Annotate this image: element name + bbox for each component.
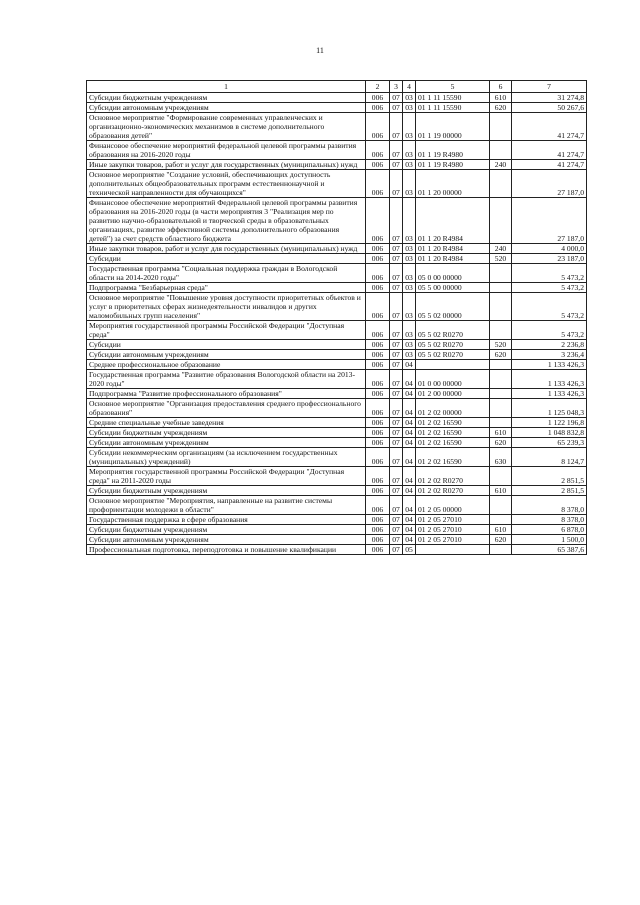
row-amount: 6 878,0	[512, 525, 587, 535]
row-target-code: 05 5 00 00000	[416, 283, 490, 293]
row-target-code: 01 2 02 16590	[416, 428, 490, 438]
row-target-code: 05 5 02 R0270	[416, 321, 490, 340]
row-expense-type	[490, 264, 512, 283]
row-subsection-code: 03	[403, 283, 416, 293]
table-row	[87, 170, 587, 198]
row-amount: 8 378,0	[512, 496, 587, 515]
row-target-code	[416, 545, 490, 555]
row-name: Средние специальные учебные заведения	[87, 418, 366, 428]
table-row	[87, 496, 587, 515]
row-name: Государственная поддержка в сфере образования	[87, 515, 366, 525]
row-ministry-code: 006	[366, 293, 390, 321]
row-ministry-code: 006	[366, 113, 390, 141]
row-expense-type	[490, 467, 512, 486]
row-subsection-code: 03	[403, 113, 416, 141]
page-number: 11	[316, 46, 324, 55]
row-section-code: 07	[390, 438, 403, 448]
row-amount: 8 124,7	[512, 448, 587, 467]
row-expense-type	[490, 545, 512, 555]
row-expense-type	[490, 321, 512, 340]
row-ministry-code: 006	[366, 370, 390, 389]
row-subsection-code: 03	[403, 244, 416, 254]
row-subsection-code: 03	[403, 264, 416, 283]
table-row	[87, 264, 587, 283]
row-expense-type	[490, 418, 512, 428]
row-amount: 2 851,5	[512, 467, 587, 486]
row-target-code: 01 2 05 00000	[416, 496, 490, 515]
row-name: Субсидии бюджетным учреждениям	[87, 486, 366, 496]
row-expense-type	[490, 141, 512, 160]
row-name: Основное мероприятие "Мероприятия, направленные на развитие системы профориентации молодежи в области"	[87, 496, 366, 515]
row-subsection-code: 04	[403, 486, 416, 496]
row-name: Финансовое обеспечение мероприятий федеральной целевой программы развития образования на 2016-2020 годы	[87, 141, 366, 160]
row-amount: 8 378,0	[512, 515, 587, 525]
row-ministry-code: 006	[366, 545, 390, 555]
row-subsection-code: 03	[403, 340, 416, 350]
table-row	[87, 283, 587, 293]
row-ministry-code: 006	[366, 264, 390, 283]
row-target-code: 01 1 20 00000	[416, 170, 490, 198]
row-name: Основное мероприятие "Повышение уровня доступности приоритетных объектов и услуг в приоритетных сферах жизнедеятельности инвалидов и других маломобильных групп населения"	[87, 293, 366, 321]
row-section-code: 07	[390, 467, 403, 486]
row-ministry-code: 006	[366, 360, 390, 370]
row-expense-type	[490, 170, 512, 198]
row-ministry-code: 006	[366, 399, 390, 418]
row-name: Государственная программа "Развитие образования Вологодской области на 2013-2020 годы"	[87, 370, 366, 389]
row-ministry-code: 006	[366, 467, 390, 486]
row-name: Субсидии бюджетным учреждениям	[87, 525, 366, 535]
row-amount: 41 274,7	[512, 141, 587, 160]
row-ministry-code: 006	[366, 244, 390, 254]
row-ministry-code: 006	[366, 448, 390, 467]
row-section-code: 07	[390, 428, 403, 438]
table-row	[87, 113, 587, 141]
row-amount: 27 187,0	[512, 198, 587, 244]
row-expense-type: 520	[490, 254, 512, 264]
row-name: Основное мероприятие "Формирование современных управленческих и организационно-экономических механизмов в системе дополнительного образования детей"	[87, 113, 366, 141]
row-section-code: 07	[390, 103, 403, 113]
row-section-code: 07	[390, 244, 403, 254]
row-amount: 1 500,0	[512, 535, 587, 545]
row-name: Основное мероприятие "Организация предоставления среднего профессионального образования"	[87, 399, 366, 418]
row-subsection-code: 03	[403, 93, 416, 103]
row-name: Субсидии автономным учреждениям	[87, 103, 366, 113]
row-ministry-code: 006	[366, 428, 390, 438]
table-row	[87, 428, 587, 438]
row-name: Субсидии автономным учреждениям	[87, 350, 366, 360]
row-ministry-code: 006	[366, 141, 390, 160]
row-expense-type: 610	[490, 486, 512, 496]
row-target-code: 01 2 02 R0270	[416, 467, 490, 486]
row-subsection-code: 03	[403, 170, 416, 198]
row-subsection-code: 03	[403, 160, 416, 170]
row-target-code: 01 2 05 27010	[416, 535, 490, 545]
row-target-code: 01 2 02 16590	[416, 438, 490, 448]
row-target-code: 01 2 05 27010	[416, 525, 490, 535]
header-col-5: 5	[416, 81, 490, 93]
row-ministry-code: 006	[366, 321, 390, 340]
row-subsection-code: 04	[403, 418, 416, 428]
row-subsection-code: 03	[403, 254, 416, 264]
row-ministry-code: 006	[366, 160, 390, 170]
row-section-code: 07	[390, 198, 403, 244]
row-amount: 1 125 048,3	[512, 399, 587, 418]
row-target-code: 01 2 02 R0270	[416, 486, 490, 496]
row-target-code: 01 2 02 16590	[416, 418, 490, 428]
row-expense-type	[490, 198, 512, 244]
budget-table	[86, 80, 587, 555]
row-subsection-code: 04	[403, 515, 416, 525]
row-expense-type: 620	[490, 103, 512, 113]
row-section-code: 07	[390, 350, 403, 360]
row-subsection-code: 04	[403, 428, 416, 438]
table-row	[87, 438, 587, 448]
row-target-code: 05 5 02 R0270	[416, 350, 490, 360]
row-target-code: 01 2 05 27010	[416, 515, 490, 525]
row-name: Подпрограмма "Развитие профессионального образования"	[87, 389, 366, 399]
row-ministry-code: 006	[366, 350, 390, 360]
row-ministry-code: 006	[366, 198, 390, 244]
row-amount: 5 473,2	[512, 264, 587, 283]
row-amount: 5 473,2	[512, 293, 587, 321]
row-target-code: 01 1 19 00000	[416, 113, 490, 141]
row-ministry-code: 006	[366, 535, 390, 545]
row-name: Среднее профессиональное образование	[87, 360, 366, 370]
row-amount: 3 236,4	[512, 350, 587, 360]
row-name: Субсидии бюджетным учреждениям	[87, 93, 366, 103]
row-expense-type: 620	[490, 535, 512, 545]
row-name: Субсидии автономным учреждениям	[87, 535, 366, 545]
table-row	[87, 389, 587, 399]
table-row	[87, 160, 587, 170]
row-expense-type: 520	[490, 340, 512, 350]
row-name: Финансовое обеспечение мероприятий Федеральной целевой программы развития образования на 2016-2020 годы (в части мероприятия 3 "Реализация мер по развитию научно-образовательной и творческой среды в образовательных организациях, развитие эффективной системы дополнительного образования детей") за счет средств областного бюджета	[87, 198, 366, 244]
row-section-code: 07	[390, 113, 403, 141]
row-section-code: 07	[390, 448, 403, 467]
row-ministry-code: 006	[366, 418, 390, 428]
row-section-code: 07	[390, 515, 403, 525]
row-subsection-code: 04	[403, 496, 416, 515]
row-expense-type: 610	[490, 525, 512, 535]
row-amount: 31 274,8	[512, 93, 587, 103]
table-row	[87, 198, 587, 244]
row-ministry-code: 006	[366, 283, 390, 293]
row-subsection-code: 03	[403, 350, 416, 360]
row-target-code: 05 5 02 00000	[416, 293, 490, 321]
row-section-code: 07	[390, 535, 403, 545]
row-expense-type	[490, 515, 512, 525]
row-target-code: 01 1 20 R4984	[416, 198, 490, 244]
row-section-code: 07	[390, 254, 403, 264]
row-target-code: 01 1 19 R4980	[416, 141, 490, 160]
table-row	[87, 515, 587, 525]
table-row	[87, 486, 587, 496]
row-expense-type: 240	[490, 160, 512, 170]
row-section-code: 07	[390, 525, 403, 535]
row-section-code: 07	[390, 321, 403, 340]
row-target-code: 01 2 00 00000	[416, 389, 490, 399]
table-row	[87, 350, 587, 360]
row-expense-type	[490, 283, 512, 293]
row-amount: 5 473,2	[512, 283, 587, 293]
header-col-4: 4	[403, 81, 416, 93]
table-row	[87, 141, 587, 160]
row-section-code: 07	[390, 360, 403, 370]
row-target-code: 01 2 02 00000	[416, 399, 490, 418]
row-section-code: 07	[390, 93, 403, 103]
row-target-code: 01 2 02 16590	[416, 448, 490, 467]
row-expense-type: 610	[490, 428, 512, 438]
row-subsection-code: 04	[403, 467, 416, 486]
table-row	[87, 448, 587, 467]
row-expense-type: 620	[490, 438, 512, 448]
row-amount: 1 133 426,3	[512, 360, 587, 370]
row-target-code: 01 1 11 15590	[416, 93, 490, 103]
row-name: Субсидии бюджетным учреждениям	[87, 428, 366, 438]
row-section-code: 07	[390, 293, 403, 321]
header-col-3: 3	[390, 81, 403, 93]
table-row	[87, 360, 587, 370]
row-target-code: 01 1 11 15590	[416, 103, 490, 113]
row-section-code: 07	[390, 160, 403, 170]
row-section-code: 07	[390, 370, 403, 389]
row-name: Субсидии некоммерческим организациям (за исключением государственных (муниципальных) учреждений)	[87, 448, 366, 467]
row-amount: 41 274,7	[512, 160, 587, 170]
row-section-code: 07	[390, 486, 403, 496]
row-target-code: 05 0 00 00000	[416, 264, 490, 283]
row-expense-type: 630	[490, 448, 512, 467]
row-name: Субсидии	[87, 340, 366, 350]
row-section-code: 07	[390, 496, 403, 515]
table-row	[87, 321, 587, 340]
row-target-code: 01 0 00 00000	[416, 370, 490, 389]
row-section-code: 07	[390, 283, 403, 293]
table-row	[87, 399, 587, 418]
row-expense-type	[490, 399, 512, 418]
row-subsection-code: 05	[403, 545, 416, 555]
table-row	[87, 545, 587, 555]
row-section-code: 07	[390, 141, 403, 160]
row-amount: 5 473,2	[512, 321, 587, 340]
row-section-code: 07	[390, 389, 403, 399]
row-amount: 1 048 832,8	[512, 428, 587, 438]
row-amount: 2 851,5	[512, 486, 587, 496]
row-amount: 65 387,6	[512, 545, 587, 555]
row-subsection-code: 04	[403, 438, 416, 448]
row-name: Государственная программа "Социальная поддержка граждан в Вологодской области на 2014-2020 годы"	[87, 264, 366, 283]
row-name: Мероприятия государственной программы Российской Федерации "Доступная среда" на 2011-2020 годы	[87, 467, 366, 486]
table-row	[87, 340, 587, 350]
row-expense-type	[490, 496, 512, 515]
row-subsection-code: 03	[403, 293, 416, 321]
table-row	[87, 293, 587, 321]
row-subsection-code: 04	[403, 448, 416, 467]
row-amount: 41 274,7	[512, 113, 587, 141]
row-amount: 27 187,0	[512, 170, 587, 198]
row-name: Профессиональная подготовка, переподготовка и повышение квалификации	[87, 545, 366, 555]
row-ministry-code: 006	[366, 496, 390, 515]
row-ministry-code: 006	[366, 170, 390, 198]
row-subsection-code: 04	[403, 535, 416, 545]
row-ministry-code: 006	[366, 525, 390, 535]
table-row	[87, 103, 587, 113]
header-col-7: 7	[512, 81, 587, 93]
row-ministry-code: 006	[366, 254, 390, 264]
row-subsection-code: 04	[403, 389, 416, 399]
row-ministry-code: 006	[366, 486, 390, 496]
table-row	[87, 467, 587, 486]
row-amount: 1 133 426,3	[512, 370, 587, 389]
table-row	[87, 254, 587, 264]
row-amount: 1 133 426,3	[512, 389, 587, 399]
row-name: Субсидии автономным учреждениям	[87, 438, 366, 448]
row-expense-type	[490, 370, 512, 389]
table-row	[87, 244, 587, 254]
row-expense-type	[490, 360, 512, 370]
header-row	[87, 81, 587, 93]
row-section-code: 07	[390, 340, 403, 350]
row-section-code: 07	[390, 264, 403, 283]
row-subsection-code: 03	[403, 321, 416, 340]
row-subsection-code: 04	[403, 525, 416, 535]
row-amount: 65 239,3	[512, 438, 587, 448]
header-col-2: 2	[366, 81, 390, 93]
row-amount: 50 267,6	[512, 103, 587, 113]
row-target-code: 01 1 20 R4984	[416, 244, 490, 254]
row-name: Иные закупки товаров, работ и услуг для государственных (муниципальных) нужд	[87, 160, 366, 170]
row-subsection-code: 04	[403, 399, 416, 418]
row-ministry-code: 006	[366, 93, 390, 103]
table-row	[87, 93, 587, 103]
row-subsection-code: 03	[403, 141, 416, 160]
row-expense-type: 620	[490, 350, 512, 360]
row-subsection-code: 04	[403, 360, 416, 370]
row-name: Мероприятия государственной программы Российской Федерации "Доступная среда"	[87, 321, 366, 340]
row-ministry-code: 006	[366, 340, 390, 350]
row-ministry-code: 006	[366, 389, 390, 399]
row-amount: 2 236,8	[512, 340, 587, 350]
row-ministry-code: 006	[366, 438, 390, 448]
row-name: Подпрограмма "Безбарьерная среда"	[87, 283, 366, 293]
row-expense-type	[490, 293, 512, 321]
row-section-code: 07	[390, 418, 403, 428]
row-amount: 23 187,0	[512, 254, 587, 264]
row-amount: 4 000,0	[512, 244, 587, 254]
row-subsection-code: 04	[403, 370, 416, 389]
row-amount: 1 122 196,8	[512, 418, 587, 428]
row-subsection-code: 03	[403, 103, 416, 113]
row-expense-type: 240	[490, 244, 512, 254]
header-col-6: 6	[490, 81, 512, 93]
row-name: Основное мероприятие "Создание условий, обеспечивающих доступность дополнительных общеобразовательных программ естественнонаучной и технической направленности для обучающихся"	[87, 170, 366, 198]
row-section-code: 07	[390, 545, 403, 555]
table-row	[87, 418, 587, 428]
row-ministry-code: 006	[366, 515, 390, 525]
row-subsection-code: 03	[403, 198, 416, 244]
row-expense-type	[490, 389, 512, 399]
row-section-code: 07	[390, 399, 403, 418]
row-target-code: 01 1 19 R4980	[416, 160, 490, 170]
table-row	[87, 370, 587, 389]
row-target-code: 01 1 20 R4984	[416, 254, 490, 264]
row-target-code	[416, 360, 490, 370]
table-row	[87, 535, 587, 545]
header-col-1: 1	[87, 81, 366, 93]
row-target-code: 05 5 02 R0270	[416, 340, 490, 350]
row-name: Иные закупки товаров, работ и услуг для государственных (муниципальных) нужд	[87, 244, 366, 254]
row-expense-type	[490, 113, 512, 141]
row-section-code: 07	[390, 170, 403, 198]
row-name: Субсидии	[87, 254, 366, 264]
table-row	[87, 525, 587, 535]
row-ministry-code: 006	[366, 103, 390, 113]
row-expense-type: 610	[490, 93, 512, 103]
